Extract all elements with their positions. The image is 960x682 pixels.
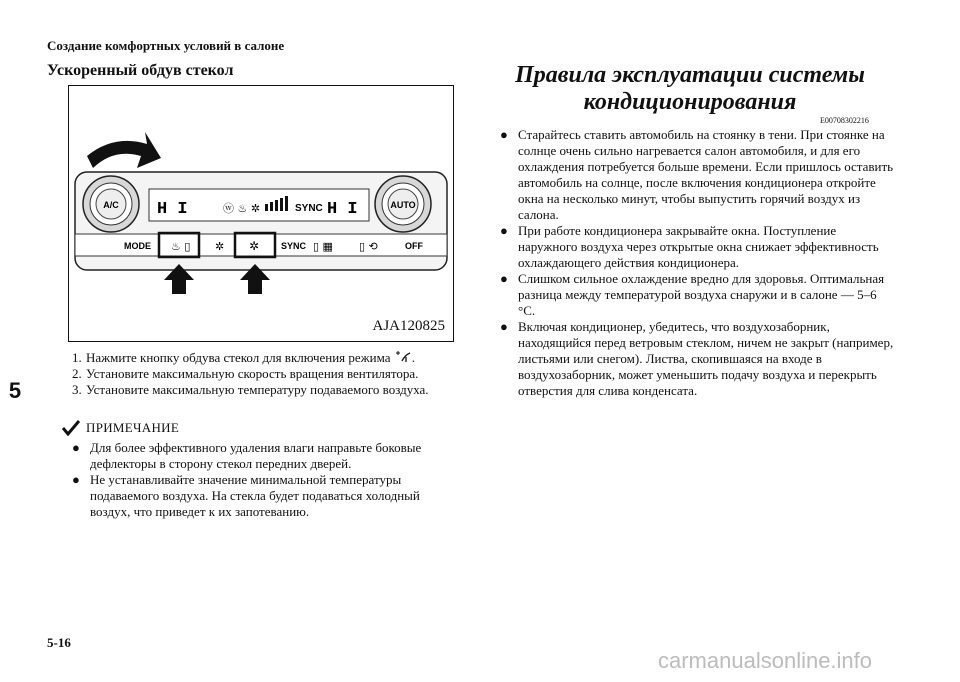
fan-up-icon: ✲ [249,239,260,253]
list-item: ● Старайтесь ставить автомобиль на стоянку в тени. При стоянке на солнце очень сильно нагревается салон автомобиля, и для его охлаждения потребуется больше времени. Если пришлось оставить автомобиль на солнце, после включения кондиционера откройте окна на несколько минут, чтобы выпустить горячий воздух из салона. [500,127,895,223]
defrost-mode-icon [394,351,412,363]
watermark: carmanualsonline.info [658,648,873,673]
list-item: ● Для более эффективного удаления влаги направьте боковые дефлекторы в сторону стекол передних дверей. [72,440,457,472]
right-temperature-knob [375,176,431,232]
section-code: E00708302216 [820,116,869,125]
list-item: ● Включая кондиционер, убедитесь, что воздухозаборник, находящийся перед ветровым стеклом, ничем не закрыт (например, листьями или снегом). Листва, скопившаяся на входе в воздухозаборник, может уменьшить подачу воздуха и перекрыть отверстия для слива конденсата. [500,319,895,399]
list-item: 1. Нажмите кнопку обдува стекол для включения режима . [72,350,416,365]
steps-list [72,350,452,398]
mode-button-label: MODE [124,241,151,251]
figure-code: AJA120825 [372,318,445,334]
chapter-tab: 5 [8,378,22,403]
display-sync-label: SYNC [295,203,323,214]
climate-panel-figure [68,85,454,342]
page-number: 5-16 [47,635,71,650]
right-section-title: Правила эксплуатации системы кондиционирования [515,62,865,115]
recirculation-icon: ▯ ⟲ [359,240,378,253]
section-header: Создание комфортных условий в салоне [47,38,285,53]
list-item: 2. Установите максимальную скорость вращения вентилятора. [72,366,419,381]
windshield-defrost-icon: ♨ ▯ [171,240,191,253]
fan-down-icon: ✲ [215,240,225,253]
note-label: ПРИМЕЧАНИЕ [86,420,180,435]
rear-defrost-icon: ▯ ▦ [313,240,333,253]
defrost-symbol-icon: ⓦ ♨ ✲ [223,202,261,215]
rules-list [500,127,895,399]
note-list [72,440,457,520]
note-header [62,420,179,436]
display-right-temp: H I [327,200,358,219]
left-section-title: Ускоренный обдув стекол [47,62,234,79]
list-item: 3. Установите максимальную температуру подаваемого воздуха. [72,382,429,397]
display-left-temp: H I [157,200,188,219]
sync-button-label: SYNC [281,241,307,251]
off-button-label: OFF [405,241,423,251]
ac-button-label: A/C [103,200,119,210]
auto-button-label: AUTO [390,200,416,210]
list-item: ● При работе кондиционера закрывайте окна. Поступление наружного воздуха через открытые окна снижает эффективность охлаждающего действия кондиционера. [500,223,895,271]
note-check-icon [62,420,80,436]
climate-panel-illustration [69,86,455,343]
list-item: ● Не устанавливайте значение минимальной температуры подаваемого воздуха. На стекла будет подаваться холодный воздух, что приведет к их запотеванию. [72,472,457,520]
turn-arrow-icon [87,132,161,168]
list-item: ● Слишком сильное охлаждение вредно для здоровья. Оптимальная разница между температурой воздуха снаружи и в салоне — 5–6 °C. [500,271,895,319]
left-temperature-knob [83,176,139,232]
